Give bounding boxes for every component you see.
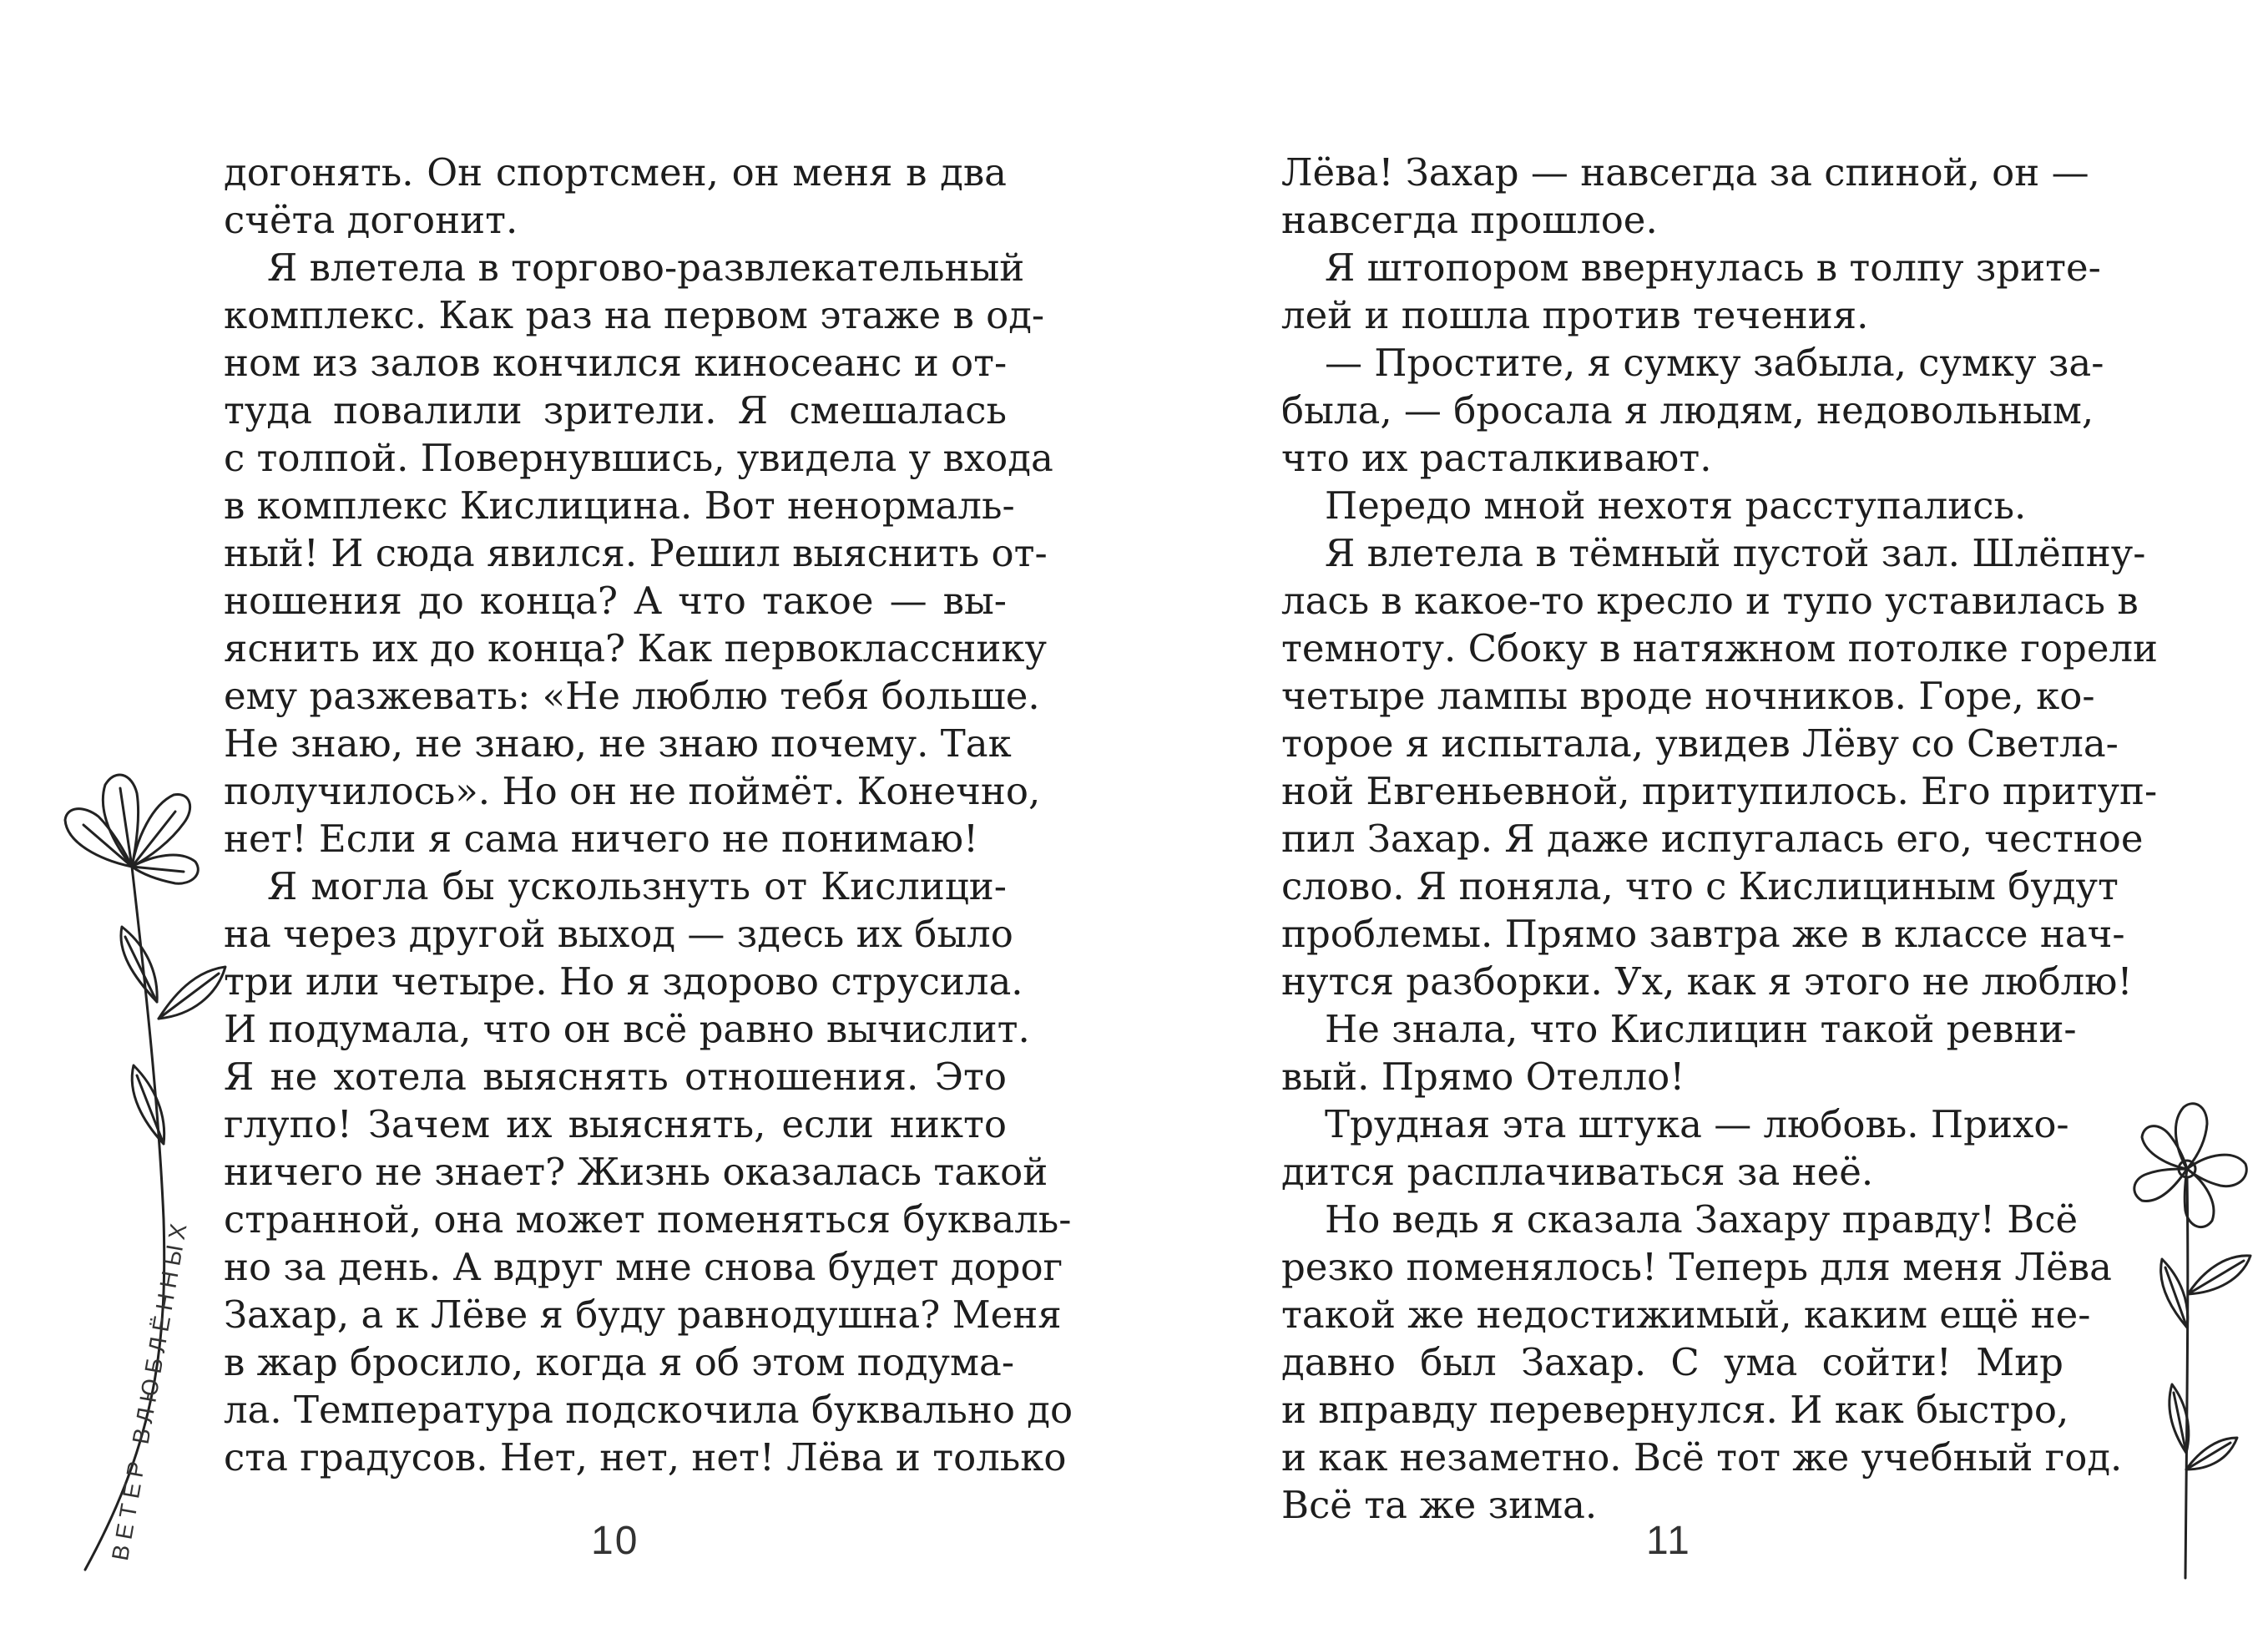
text-line: была, — бросала я людям, недовольным, — [1281, 388, 2094, 432]
text-line: Всё та же зима. — [1281, 1483, 1598, 1527]
text-line: Захар, а к Лёве я буду равнодушна? Меня — [224, 1292, 1062, 1337]
text-line: такой же недостижимый, каким ещё не- — [1281, 1292, 2091, 1337]
text-line: проблемы. Прямо завтра же в классе нач- — [1281, 912, 2125, 956]
text-line: в комплекс Кислицина. Вот ненормаль- — [224, 483, 1015, 528]
text-line: но за день. А вдруг мне снова будет дорог — [224, 1245, 1063, 1289]
text-line: ной Евгеньевной, притупилось. Его притуп- — [1281, 769, 2158, 813]
text-line: ном из залов кончился киносеанс и от- — [224, 341, 1008, 385]
text-line: с толпой. Повернувшись, увидела у входа — [224, 436, 1053, 480]
text-line: Я штопором ввернулась в толпу зрите- — [1325, 245, 2101, 290]
text-line: И подумала, что он всё равно вычислит. — [224, 1007, 1030, 1051]
text-line: — Простите, я сумку забыла, сумку за- — [1325, 341, 2104, 385]
text-line: в жар бросило, когда я об этом подума- — [224, 1340, 1015, 1384]
text-line: ношения до конца? А что такое — вы- — [224, 579, 1007, 623]
text-line: вый. Прямо Отелло! — [1281, 1055, 1685, 1099]
text-line: получилось». Но он не поймёт. Конечно, — [224, 769, 1041, 813]
text-line: Но ведь я сказала Захару правду! Всё — [1325, 1197, 2079, 1242]
text-line: Я влетела в тёмный пустой зал. Шлёпну- — [1325, 531, 2146, 575]
right-flower-illustration — [2104, 1077, 2268, 1595]
text-line: лась в какое-то кресло и тупо уставилась в — [1281, 579, 2139, 623]
text-line: ла. Температура подскочила буквально до — [224, 1388, 1073, 1432]
text-line: дится расплачиваться за неё. — [1281, 1150, 1874, 1194]
text-line: Я влетела в торгово-развлекательный — [267, 245, 1025, 290]
text-line: три или четыре. Но я здорово струсила. — [224, 959, 1023, 1004]
text-line: странной, она может поменяться букваль- — [224, 1197, 1072, 1242]
text-line: нет! Если я сама ничего не понимаю! — [224, 817, 979, 861]
text-line: Передо мной нехотя расступались. — [1325, 483, 2027, 528]
text-line: туда повалили зрители. Я смешалась — [224, 388, 1007, 432]
text-line: темноту. Сбоку в натяжном потолке горели — [1281, 626, 2159, 670]
text-line: Не знаю, не знаю, не знаю почему. Так — [224, 721, 1012, 766]
text-line: счёта догонит. — [224, 198, 518, 242]
text-line: на через другой выход — здесь их было — [224, 912, 1013, 956]
text-line: Лёва! Захар — навсегда за спиной, он — — [1281, 150, 2089, 195]
text-line: что их расталкивают. — [1281, 436, 1712, 480]
text-line: Трудная эта штука — любовь. Прихо- — [1325, 1102, 2069, 1146]
running-title: ВЕТЕР ВЛЮБЛЁННЫХ — [107, 1216, 193, 1563]
text-line: ему разжевать: «Не люблю тебя больше. — [224, 674, 1040, 718]
page-number-right: 11 — [1646, 1519, 1691, 1563]
text-line: пил Захар. Я даже испугалась его, честное — [1281, 817, 2144, 861]
text-line: резко поменялось! Теперь для меня Лёва — [1281, 1245, 2112, 1289]
page-number-left: 10 — [591, 1519, 639, 1563]
text-line: слово. Я поняла, что с Кислициным будут — [1281, 864, 2119, 908]
text-line: Не знала, что Кислицин такой ревни- — [1325, 1007, 2077, 1051]
text-line: комплекс. Как раз на первом этаже в од- — [224, 293, 1045, 337]
text-line: яснить их до конца? Как первокласснику — [224, 626, 1047, 670]
text-line: Я не хотела выяснять отношения. Это — [224, 1055, 1007, 1099]
text-line: навсегда прошлое. — [1281, 198, 1658, 242]
text-line: глупо! Зачем их выяснять, если никто — [224, 1102, 1007, 1146]
text-line: ста градусов. Нет, нет, нет! Лёва и только — [224, 1435, 1067, 1480]
text-line: торое я испытала, увидев Лёву со Светла- — [1281, 721, 2119, 766]
text-line: и вправду перевернулся. И как быстро, — [1281, 1388, 2069, 1432]
text-line: четыре лампы вроде ночников. Горе, ко- — [1281, 674, 2095, 718]
text-line: лей и пошла против течения. — [1281, 293, 1869, 337]
text-line: и как незаметно. Всё тот же учебный год. — [1281, 1435, 2123, 1480]
left-page-text — [224, 149, 1073, 1481]
text-line: Я могла бы ускользнуть от Кислици- — [267, 864, 1007, 908]
text-line: догонять. Он спортсмен, он меня в два — [224, 150, 1007, 195]
text-line: ный! И сюда явился. Решил выяснить от- — [224, 531, 1048, 575]
text-line: ничего не знает? Жизнь оказалась такой — [224, 1150, 1048, 1194]
text-line: давно был Захар. С ума сойти! Мир — [1281, 1340, 2063, 1384]
text-line: нутся разборки. Ух, как я этого не люблю! — [1281, 959, 2133, 1004]
right-page-text — [1281, 149, 2159, 1529]
